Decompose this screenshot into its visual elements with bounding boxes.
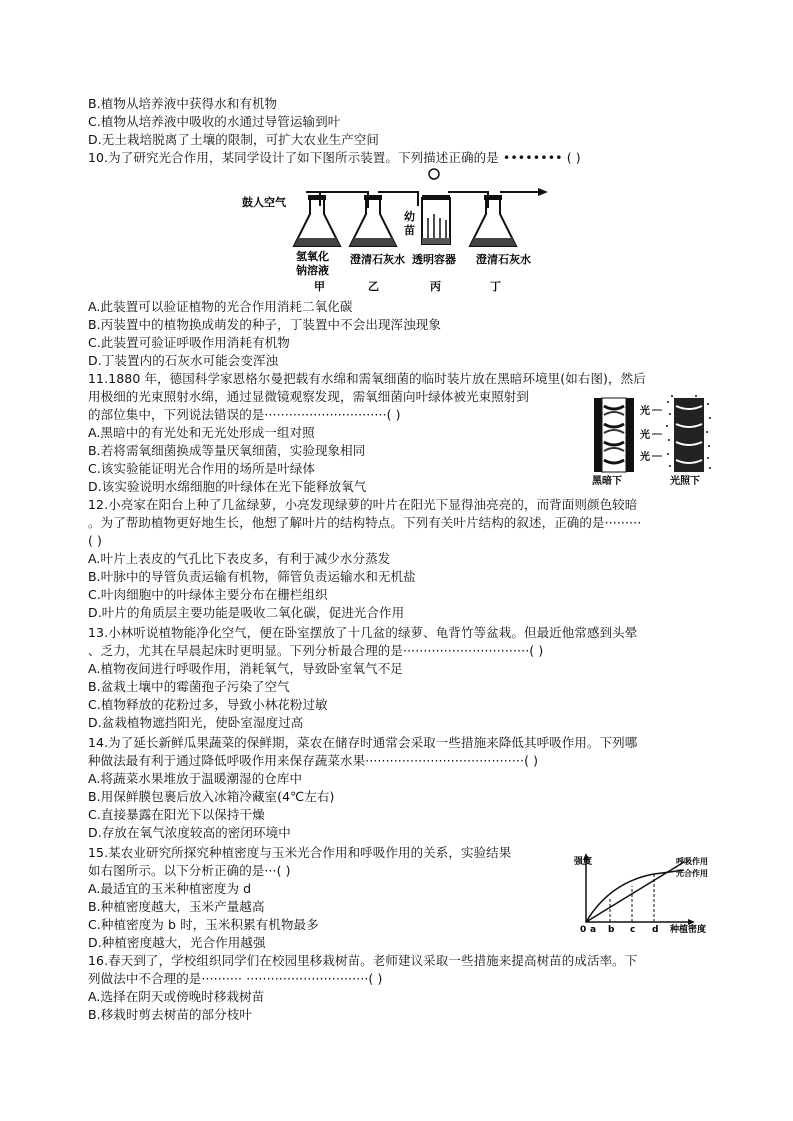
q14-option-c: C.直接暴露在阳光下以保持干燥 xyxy=(88,807,265,822)
q10-option-a: A.此装置可以验证植物的光合作用消耗二氧化碳 xyxy=(88,299,353,314)
q10-option-c: C.此装置可验证呼吸作用消耗有机物 xyxy=(88,335,290,350)
light-label-2: 光 xyxy=(640,430,650,441)
respiration-curve xyxy=(586,862,684,922)
q14-option-a: A.将蔬菜水果堆放于温暖潮湿的仓库中 xyxy=(88,771,303,786)
dark-caption: 黑暗下 xyxy=(592,476,622,486)
q13-option-c: C.植物释放的花粉过多，导致小林花粉过敏 xyxy=(88,697,328,712)
q9-option-d: D.无土栽培脱离了土壤的限制，可扩大农业生产空间 xyxy=(88,132,379,147)
q11-stem-3: 的部位集中，下列说法错误的是······························( ) xyxy=(88,407,401,422)
light-label-1: 光 xyxy=(640,406,650,417)
jia-liquid-label-1: 氢氧化 xyxy=(296,250,329,263)
q15-stem-2: 如右图所示。以下分析正确的是···( ) xyxy=(88,863,291,878)
y-axis-label: 强度 xyxy=(574,857,593,867)
q10-option-b: B.丙装置中的植物换成萌发的种子，丁装置中不会出现浑浊现象 xyxy=(88,317,441,332)
q11-engelmann-figure xyxy=(586,394,716,486)
tick-c: c xyxy=(630,925,636,935)
q16-stem-1: 16.春天到了，学校组织同学们在校园里移栽树苗。老师建议采取一些措施来提高树苗的成活率。下 xyxy=(88,953,638,968)
respiration-label: 呼吸作用 xyxy=(676,857,708,866)
light-caption: 光照下 xyxy=(670,476,700,486)
q14-stem-1: 14.为了延长新鲜瓜果蔬菜的保鲜期，菜农在储存时通常会采取一些措施来降低其呼吸作用。下列哪 xyxy=(88,735,638,750)
tick-d: d xyxy=(652,925,659,935)
q15-density-graph xyxy=(570,852,726,936)
ding-label: 丁 xyxy=(490,280,501,293)
q11-stem-2: 用极细的光束照射水绵，通过显微镜观察发现，需氧细菌向叶绿体被光束照射到 xyxy=(88,389,530,404)
q15-stem-1: 15.某农业研究所探究种植密度与玉米光合作用和呼吸作用的关系，实验结果 xyxy=(88,845,512,860)
inlet-label: 鼓人空气 xyxy=(242,196,286,209)
q11-option-d: D.该实验说明水绵细胞的叶绿体在光下能释放氧气 xyxy=(88,479,367,494)
q12-option-c: C.叶肉细胞中的叶绿体主要分布在栅栏组织 xyxy=(88,587,328,602)
q11-stem-1: 11.1880 年，德国科学家恩格尔曼把载有水绵和需氧细菌的临时装片放在黑暗环境里(如右图)，然后 xyxy=(88,371,646,386)
q11-option-a: A.黑暗中的有光处和无光处形成一组对照 xyxy=(88,425,315,440)
bing-label: 丙 xyxy=(430,280,441,293)
q16-option-b: B.移栽时剪去树苗的部分枝叶 xyxy=(88,1007,252,1022)
flow-arrow-icon xyxy=(538,188,548,196)
q13-option-b: B.盆栽土壤中的霉菌孢子污染了空气 xyxy=(88,679,290,694)
q10-stem: 10.为了研究光合作用，某同学设计了如下图所示装置。下列描述正确的是 •••••••• ( ) xyxy=(88,150,581,165)
tick-a: a xyxy=(590,925,597,935)
q11-option-c: C.该实验能证明光合作用的场所是叶绿体 xyxy=(88,461,316,476)
q12-option-a: A.叶片上表皮的气孔比下表皮多，有利于减少水分蒸发 xyxy=(88,551,391,566)
q12-stem-1: 12.小亮家在阳台上种了几盆绿萝，小亮发现绿萝的叶片在阳光下显得油亮亮的，而背面则颜色较暗 xyxy=(88,497,638,512)
q13-stem-1: 13.小林听说植物能净化空气，便在卧室摆放了十几盆的绿萝、龟背竹等盆栽。但最近他常感到头晕 xyxy=(88,625,638,640)
q15-option-a: A.最适宜的玉米种植密度为 d xyxy=(88,881,252,896)
q9-option-b: B.植物从培养液中获得水和有机物 xyxy=(88,96,278,111)
q12-option-d: D.叶片的角质层主要功能是吸收二氧化碳，促进光合作用 xyxy=(88,605,405,620)
q10-apparatus-figure xyxy=(238,168,558,298)
photosynthesis-curve xyxy=(586,870,684,922)
q14-option-d: D.存放在氧气浓度较高的密闭环境中 xyxy=(88,825,291,840)
q15-option-c: C.种植密度为 b 时，玉米积累有机物最多 xyxy=(88,917,319,932)
q14-option-b: B.用保鲜膜包裹后放入冰箱冷藏室(4℃左右) xyxy=(88,789,335,804)
q12-stem-2: 。为了帮助植物更好地生长，他想了解叶片的结构特点。下列有关叶片结构的叙述，正确的是········· xyxy=(88,515,642,530)
yi-label: 乙 xyxy=(368,280,379,293)
q10-option-d: D.丁装置内的石灰水可能会变浑浊 xyxy=(88,353,279,368)
photosynthesis-label: 光合作用 xyxy=(676,869,708,878)
x-axis-label: 种植密度 xyxy=(670,925,707,935)
q16-stem-2: 列做法中不合理的是·········· ······························( ) xyxy=(88,971,383,986)
q12-option-b: B.叶脉中的导管负责运输有机物，筛管负责运输水和无机盐 xyxy=(88,569,416,584)
q13-option-a: A.植物夜间进行呼吸作用，消耗氧气，导致卧室氧气不足 xyxy=(88,661,403,676)
jia-label: 甲 xyxy=(314,280,325,293)
q15-option-d: D.种植密度越大，光合作用越强 xyxy=(88,935,266,950)
seedling-label-2: 苗 xyxy=(404,224,415,237)
sun-icon xyxy=(429,169,439,179)
bing-container-label: 透明容器 xyxy=(412,253,456,266)
seedling-label-1: 幼 xyxy=(404,210,415,223)
q11-option-b: B.若将需氧细菌换成等量厌氧细菌，实验现象相同 xyxy=(88,443,366,458)
light-label-3: 光 xyxy=(640,452,650,463)
q12-stem-3: ( ) xyxy=(88,533,103,548)
flask-jia xyxy=(294,195,340,246)
tick-b: b xyxy=(608,925,615,935)
q14-stem-2: 种做法最有利于通过降低呼吸作用来保存蔬菜水果·······································( ) xyxy=(88,753,539,768)
origin-label: 0 xyxy=(580,925,587,935)
jia-liquid-label-2: 钠溶液 xyxy=(296,264,329,277)
yi-liquid-label: 澄清石灰水 xyxy=(350,253,405,266)
q13-option-d: D.盆栽植物遮挡阳光，使卧室湿度过高 xyxy=(88,715,304,730)
q16-option-a: A.选择在阴天或傍晚时移栽树苗 xyxy=(88,989,265,1004)
flask-ding xyxy=(470,195,516,246)
q15-option-b: B.种植密度越大，玉米产量越高 xyxy=(88,899,265,914)
q9-option-c: C.植物从培养液中吸收的水通过导管运输到叶 xyxy=(88,114,341,129)
container-bing xyxy=(422,169,450,244)
ding-liquid-label: 澄清石灰水 xyxy=(476,253,531,266)
q13-stem-2: 、乏力，尤其在早晨起床时更明显。下列分析最合理的是·······························( ) xyxy=(88,643,544,658)
flask-yi xyxy=(350,195,396,246)
